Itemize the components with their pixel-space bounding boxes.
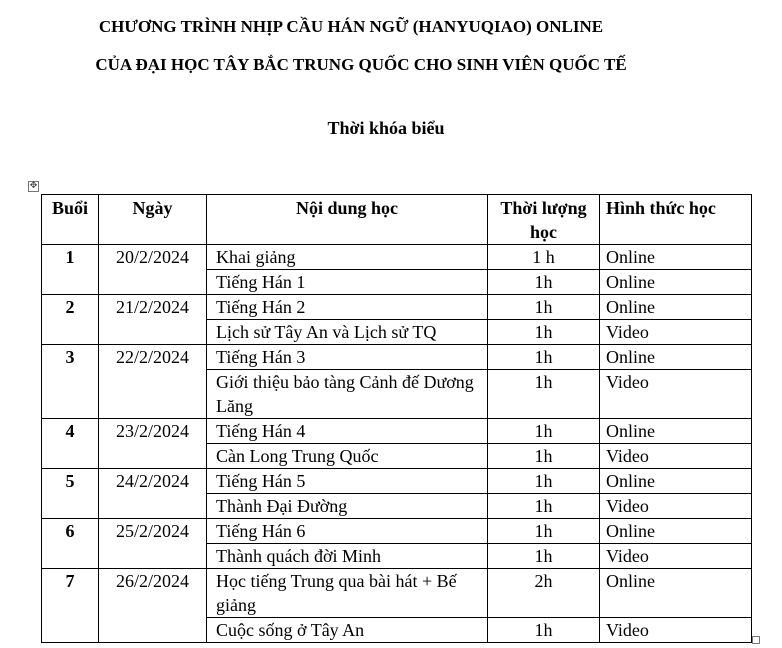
table-row [42, 519, 752, 544]
lesson-format: Online [600, 469, 752, 494]
document-title-line-1: CHƯƠNG TRÌNH NHỊP CẦU HÁN NGỮ (HANYUQIAO) ONLINE [98, 17, 604, 36]
session-number: 7 [42, 569, 99, 643]
lesson-content: Lịch sử Tây An và Lịch sử TQ [207, 320, 488, 345]
column-header-date: Ngày [99, 195, 207, 245]
lesson-duration: 1h [488, 444, 600, 469]
lesson-duration: 1h [488, 618, 600, 643]
move-arrows-icon[interactable]: ✥ [29, 181, 38, 191]
lesson-content: Cuộc sống ở Tây An [207, 618, 488, 643]
lesson-format: Video [600, 320, 752, 345]
lesson-format: Online [600, 245, 752, 270]
lesson-content: Tiếng Hán 5 [207, 469, 488, 494]
lesson-content: Tiếng Hán 1 [207, 270, 488, 295]
lesson-content: Học tiếng Trung qua bài hát + Bế giảng [207, 569, 488, 618]
session-date: 21/2/2024 [99, 295, 207, 345]
session-date: 20/2/2024 [99, 245, 207, 295]
lesson-duration: 1h [488, 469, 600, 494]
session-date: 24/2/2024 [99, 469, 207, 519]
lesson-duration: 1 h [488, 245, 600, 270]
lesson-duration: 1h [488, 370, 600, 419]
lesson-format: Video [600, 444, 752, 469]
lesson-format: Video [600, 618, 752, 643]
lesson-format: Online [600, 345, 752, 370]
table-row [42, 245, 752, 270]
table-row [42, 295, 752, 320]
table-header-row [42, 195, 752, 245]
lesson-duration: 1h [488, 295, 600, 320]
column-header-content: Nội dung học [207, 195, 488, 245]
session-number: 1 [42, 245, 99, 295]
session-number: 5 [42, 469, 99, 519]
schedule-body [42, 245, 752, 643]
session-number: 6 [42, 519, 99, 569]
session-date: 26/2/2024 [99, 569, 207, 643]
session-number: 2 [42, 295, 99, 345]
lesson-duration: 1h [488, 544, 600, 569]
column-header-duration: Thời lượng học [488, 195, 600, 245]
lesson-format: Video [600, 494, 752, 519]
lesson-format: Video [600, 544, 752, 569]
schedule-subtitle: Thời khóa biểu [327, 118, 445, 138]
table-row [42, 419, 752, 444]
lesson-duration: 1h [488, 494, 600, 519]
lesson-duration: 1h [488, 519, 600, 544]
resize-square-icon[interactable] [752, 636, 760, 644]
column-header-session: Buổi [42, 195, 99, 245]
lesson-content: Giới thiệu bảo tàng Cảnh đế Dương Lăng [207, 370, 488, 419]
lesson-content: Khai giảng [207, 245, 488, 270]
table-row [42, 345, 752, 370]
session-date: 22/2/2024 [99, 345, 207, 419]
session-number: 3 [42, 345, 99, 419]
lesson-content: Tiếng Hán 4 [207, 419, 488, 444]
lesson-content: Tiếng Hán 3 [207, 345, 488, 370]
lesson-format: Online [600, 569, 752, 618]
lesson-duration: 1h [488, 419, 600, 444]
table-row [42, 569, 752, 618]
lesson-format: Video [600, 370, 752, 419]
schedule-table [41, 194, 752, 643]
lesson-format: Online [600, 295, 752, 320]
lesson-content: Thành quách đời Minh [207, 544, 488, 569]
lesson-format: Online [600, 519, 752, 544]
column-header-format: Hình thức học [600, 195, 752, 245]
session-date: 23/2/2024 [99, 419, 207, 469]
lesson-duration: 1h [488, 270, 600, 295]
lesson-duration: 2h [488, 569, 600, 618]
lesson-content: Thành Đại Đường [207, 494, 488, 519]
lesson-duration: 1h [488, 345, 600, 370]
table-row [42, 469, 752, 494]
lesson-content: Tiếng Hán 6 [207, 519, 488, 544]
session-number: 4 [42, 419, 99, 469]
document-title-line-2: CỦA ĐẠI HỌC TÂY BẮC TRUNG QUỐC CHO SINH VIÊN QUỐC TẾ [95, 55, 627, 74]
lesson-content: Tiếng Hán 2 [207, 295, 488, 320]
session-date: 25/2/2024 [99, 519, 207, 569]
lesson-format: Online [600, 419, 752, 444]
lesson-format: Online [600, 270, 752, 295]
lesson-content: Càn Long Trung Quốc [207, 444, 488, 469]
lesson-duration: 1h [488, 320, 600, 345]
